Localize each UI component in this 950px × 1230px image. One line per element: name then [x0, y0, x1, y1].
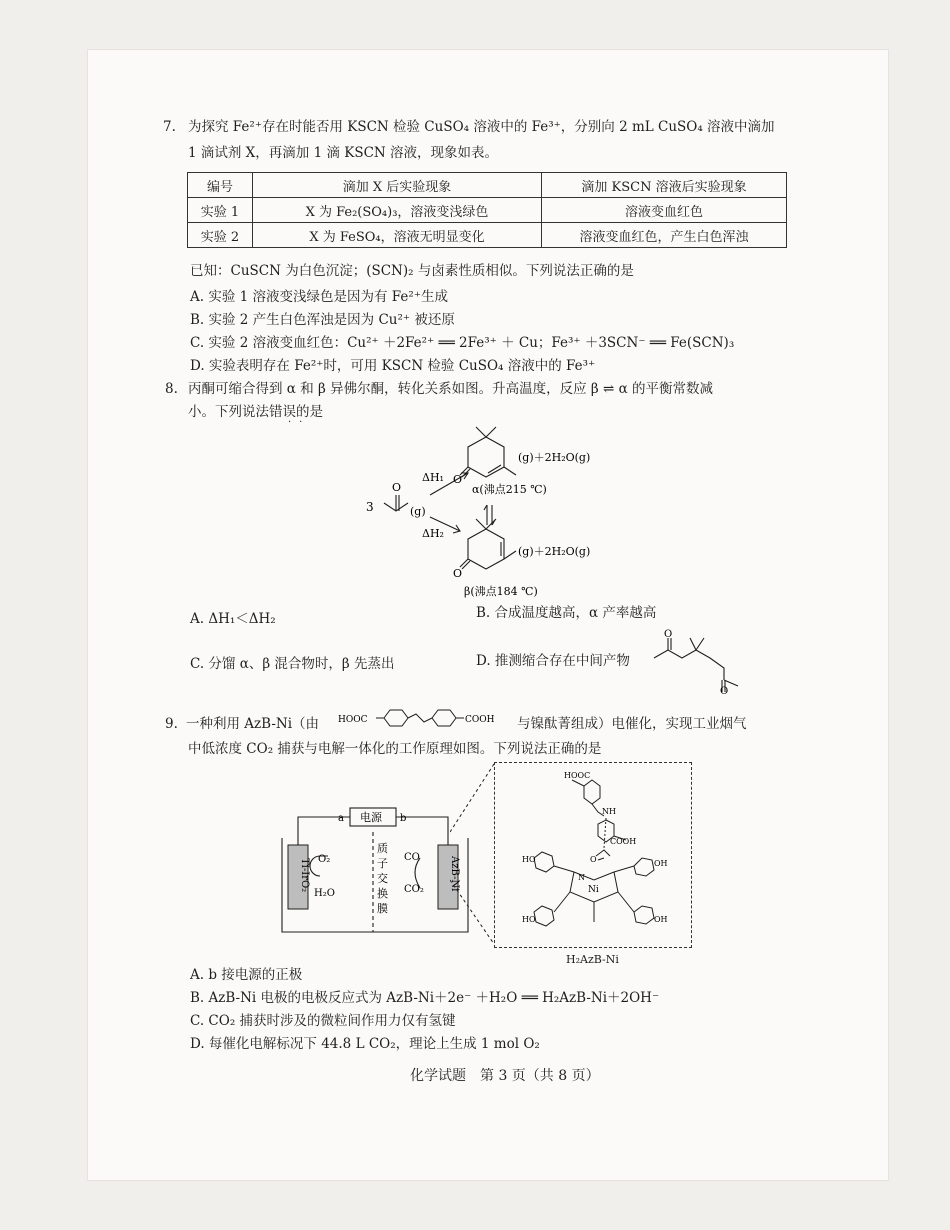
molecule-o: O [590, 855, 597, 864]
table-cell: 实验 1 [188, 198, 253, 223]
co2-label: CO₂ [404, 884, 424, 895]
alpha-label: α(沸点215 ℃) [472, 483, 547, 496]
molecule-hooc: HOOC [564, 771, 591, 780]
alpha-product-text: (g)＋2H₂O(g) [518, 451, 591, 464]
acetone-oxygen: O [392, 481, 402, 494]
question-9-stem-line2: 中低浓度 CO₂ 捕获与电解一体化的工作原理如图。下列说法正确的是 [188, 741, 602, 757]
molecule-oh-1: OH [654, 859, 668, 868]
table-cell: 溶液变血红色 [542, 198, 787, 223]
terminal-b-label: b [400, 813, 407, 824]
molecule-ho-1: HO [522, 855, 536, 864]
h2o-label: H₂O [314, 888, 335, 899]
left-electrode-label: Ti-IrO₂ [299, 858, 310, 893]
question-9-stem-post: 与镍酞菁组成）电催化，实现工业烟气 [517, 716, 747, 732]
question-7-stem-line1: 为探究 Fe²⁺存在时能否用 KSCN 检验 CuSO₄ 溶液中的 Fe³⁺，分别向 2 mL CuSO₄ 溶液中滴加 [188, 119, 775, 135]
question-9-option-a[interactable]: A. b 接电源的正极 [190, 967, 303, 983]
table-header: 滴加 X 后实验现象 [253, 173, 542, 198]
molecule-ho-2: HO [522, 915, 536, 924]
question-8-option-c[interactable]: C. 分馏 α、β 混合物时，β 先蒸出 [190, 656, 395, 672]
table-row [188, 198, 787, 223]
molecule-n: N [578, 873, 585, 882]
question-9-number: 9. [165, 716, 178, 732]
intermediate-structure [652, 628, 752, 694]
o2-label: O₂ [318, 854, 331, 865]
question-9-option-b[interactable]: B. AzB-Ni 电极的电极反应式为 AzB-Ni＋2e⁻ ＋H₂O ══ H₂AzB-Ni＋2OH⁻ [190, 990, 660, 1006]
membrane-label-4: 换 [377, 887, 388, 900]
membrane-label-5: 膜 [377, 902, 388, 915]
question-8-number: 8. [165, 381, 178, 397]
azb-hooc: HOOC [338, 715, 368, 725]
right-electrode-label: AzB-Ni [449, 856, 460, 892]
beta-product-text: (g)＋2H₂O(g) [518, 545, 591, 558]
h2azb-ni-molecule [494, 762, 690, 946]
emphasis-dots: ·· [288, 417, 311, 428]
table-row [188, 223, 787, 248]
page-footer: 化学试题 第 3 页（共 8 页） [410, 1068, 600, 1084]
table-header: 编号 [188, 173, 253, 198]
oxygen-label-1: O [664, 629, 673, 640]
question-7-option-b[interactable]: B. 实验 2 产生白色浑浊是因为 Cu²⁺ 被还原 [190, 312, 455, 328]
isophorone-reaction-diagram [360, 425, 620, 605]
electrolysis-cell-diagram [280, 800, 475, 940]
delta-h2-label: ΔH₂ [422, 527, 444, 540]
membrane-label-1: 质 [377, 842, 388, 855]
question-8-stem-line1: 丙酮可缩合得到 α 和 β 异佛尔酮，转化关系如图。升高温度，反应 β ⇌ α 的平衡常数减 [188, 381, 713, 397]
table-header: 滴加 KSCN 溶液后实验现象 [542, 173, 787, 198]
acetone-coefficient: 3 [366, 500, 374, 514]
table-cell: 溶液变血红色，产生白色浑浊 [542, 223, 787, 248]
question-9-option-c[interactable]: C. CO₂ 捕获时涉及的微粒间作用力仅有氢键 [190, 1013, 456, 1029]
oxygen-label-2: O [720, 686, 729, 694]
question-8-option-d[interactable]: D. 推测缩合存在中间产物 [476, 653, 630, 669]
experiment-table [187, 172, 787, 248]
delta-h1-label: ΔH₁ [422, 471, 444, 484]
question-7-option-a[interactable]: A. 实验 1 溶液变浅绿色是因为有 Fe²⁺生成 [190, 289, 448, 305]
molecule-nh: NH [602, 807, 616, 816]
question-7-option-c[interactable]: C. 实验 2 溶液变血红色：Cu²⁺ ＋2Fe²⁺ ══ 2Fe³⁺ ＋ Cu；Fe³⁺ ＋3SCN⁻ ══ Fe(SCN)₃ [190, 335, 735, 351]
question-8-option-a[interactable]: A. ΔH₁＜ΔH₂ [190, 611, 276, 627]
equilibrium-arrow-up [484, 505, 487, 525]
power-source-label: 电源 [360, 811, 382, 824]
terminal-a-label: a [338, 813, 344, 824]
molecule-label: H₂AzB-Ni [566, 953, 619, 966]
acetone-state: (g) [410, 505, 426, 518]
question-9-option-d[interactable]: D. 每催化电解标况下 44.8 L CO₂，理论上生成 1 mol O₂ [190, 1036, 540, 1052]
membrane-label-3: 交 [377, 872, 388, 885]
azb-cooh: COOH [465, 715, 495, 725]
question-7-option-d[interactable]: D. 实验表明存在 Fe²⁺时，可用 KSCN 检验 CuSO₄ 溶液中的 Fe³⁺ [190, 358, 596, 374]
molecule-cooh: COOH [610, 837, 637, 846]
molecule-oh-2: OH [654, 915, 668, 924]
membrane-label-2: 子 [377, 857, 388, 870]
table-cell: X 为 FeSO₄，溶液无明显变化 [253, 223, 542, 248]
table-cell: X 为 Fe₂(SO₄)₃，溶液变浅绿色 [253, 198, 542, 223]
co-label: CO [404, 852, 420, 863]
question-9-stem-pre: 一种利用 AzB-Ni（由 [186, 716, 320, 732]
question-7-number: 7. [163, 119, 176, 135]
alpha-oxygen: O [453, 473, 463, 486]
molecule-ni: Ni [588, 885, 599, 895]
azb-structure [336, 704, 511, 732]
beta-label: β(沸点184 ℃) [464, 585, 538, 598]
question-7-known: 已知：CuSCN 为白色沉淀；(SCN)₂ 与卤素性质相似。下列说法正确的是 [190, 263, 634, 279]
beta-oxygen: O [453, 567, 463, 580]
alpha-ring [468, 437, 504, 477]
question-8-stem-line2: 小。下列说法错误的是 [188, 404, 323, 420]
question-8-option-b[interactable]: B. 合成温度越高，α 产率越高 [476, 605, 657, 621]
table-cell: 实验 2 [188, 223, 253, 248]
question-7-stem-line2: 1 滴试剂 X，再滴加 1 滴 KSCN 溶液，现象如表。 [188, 145, 499, 161]
beta-ring [468, 529, 504, 569]
zoom-connector [450, 760, 500, 950]
